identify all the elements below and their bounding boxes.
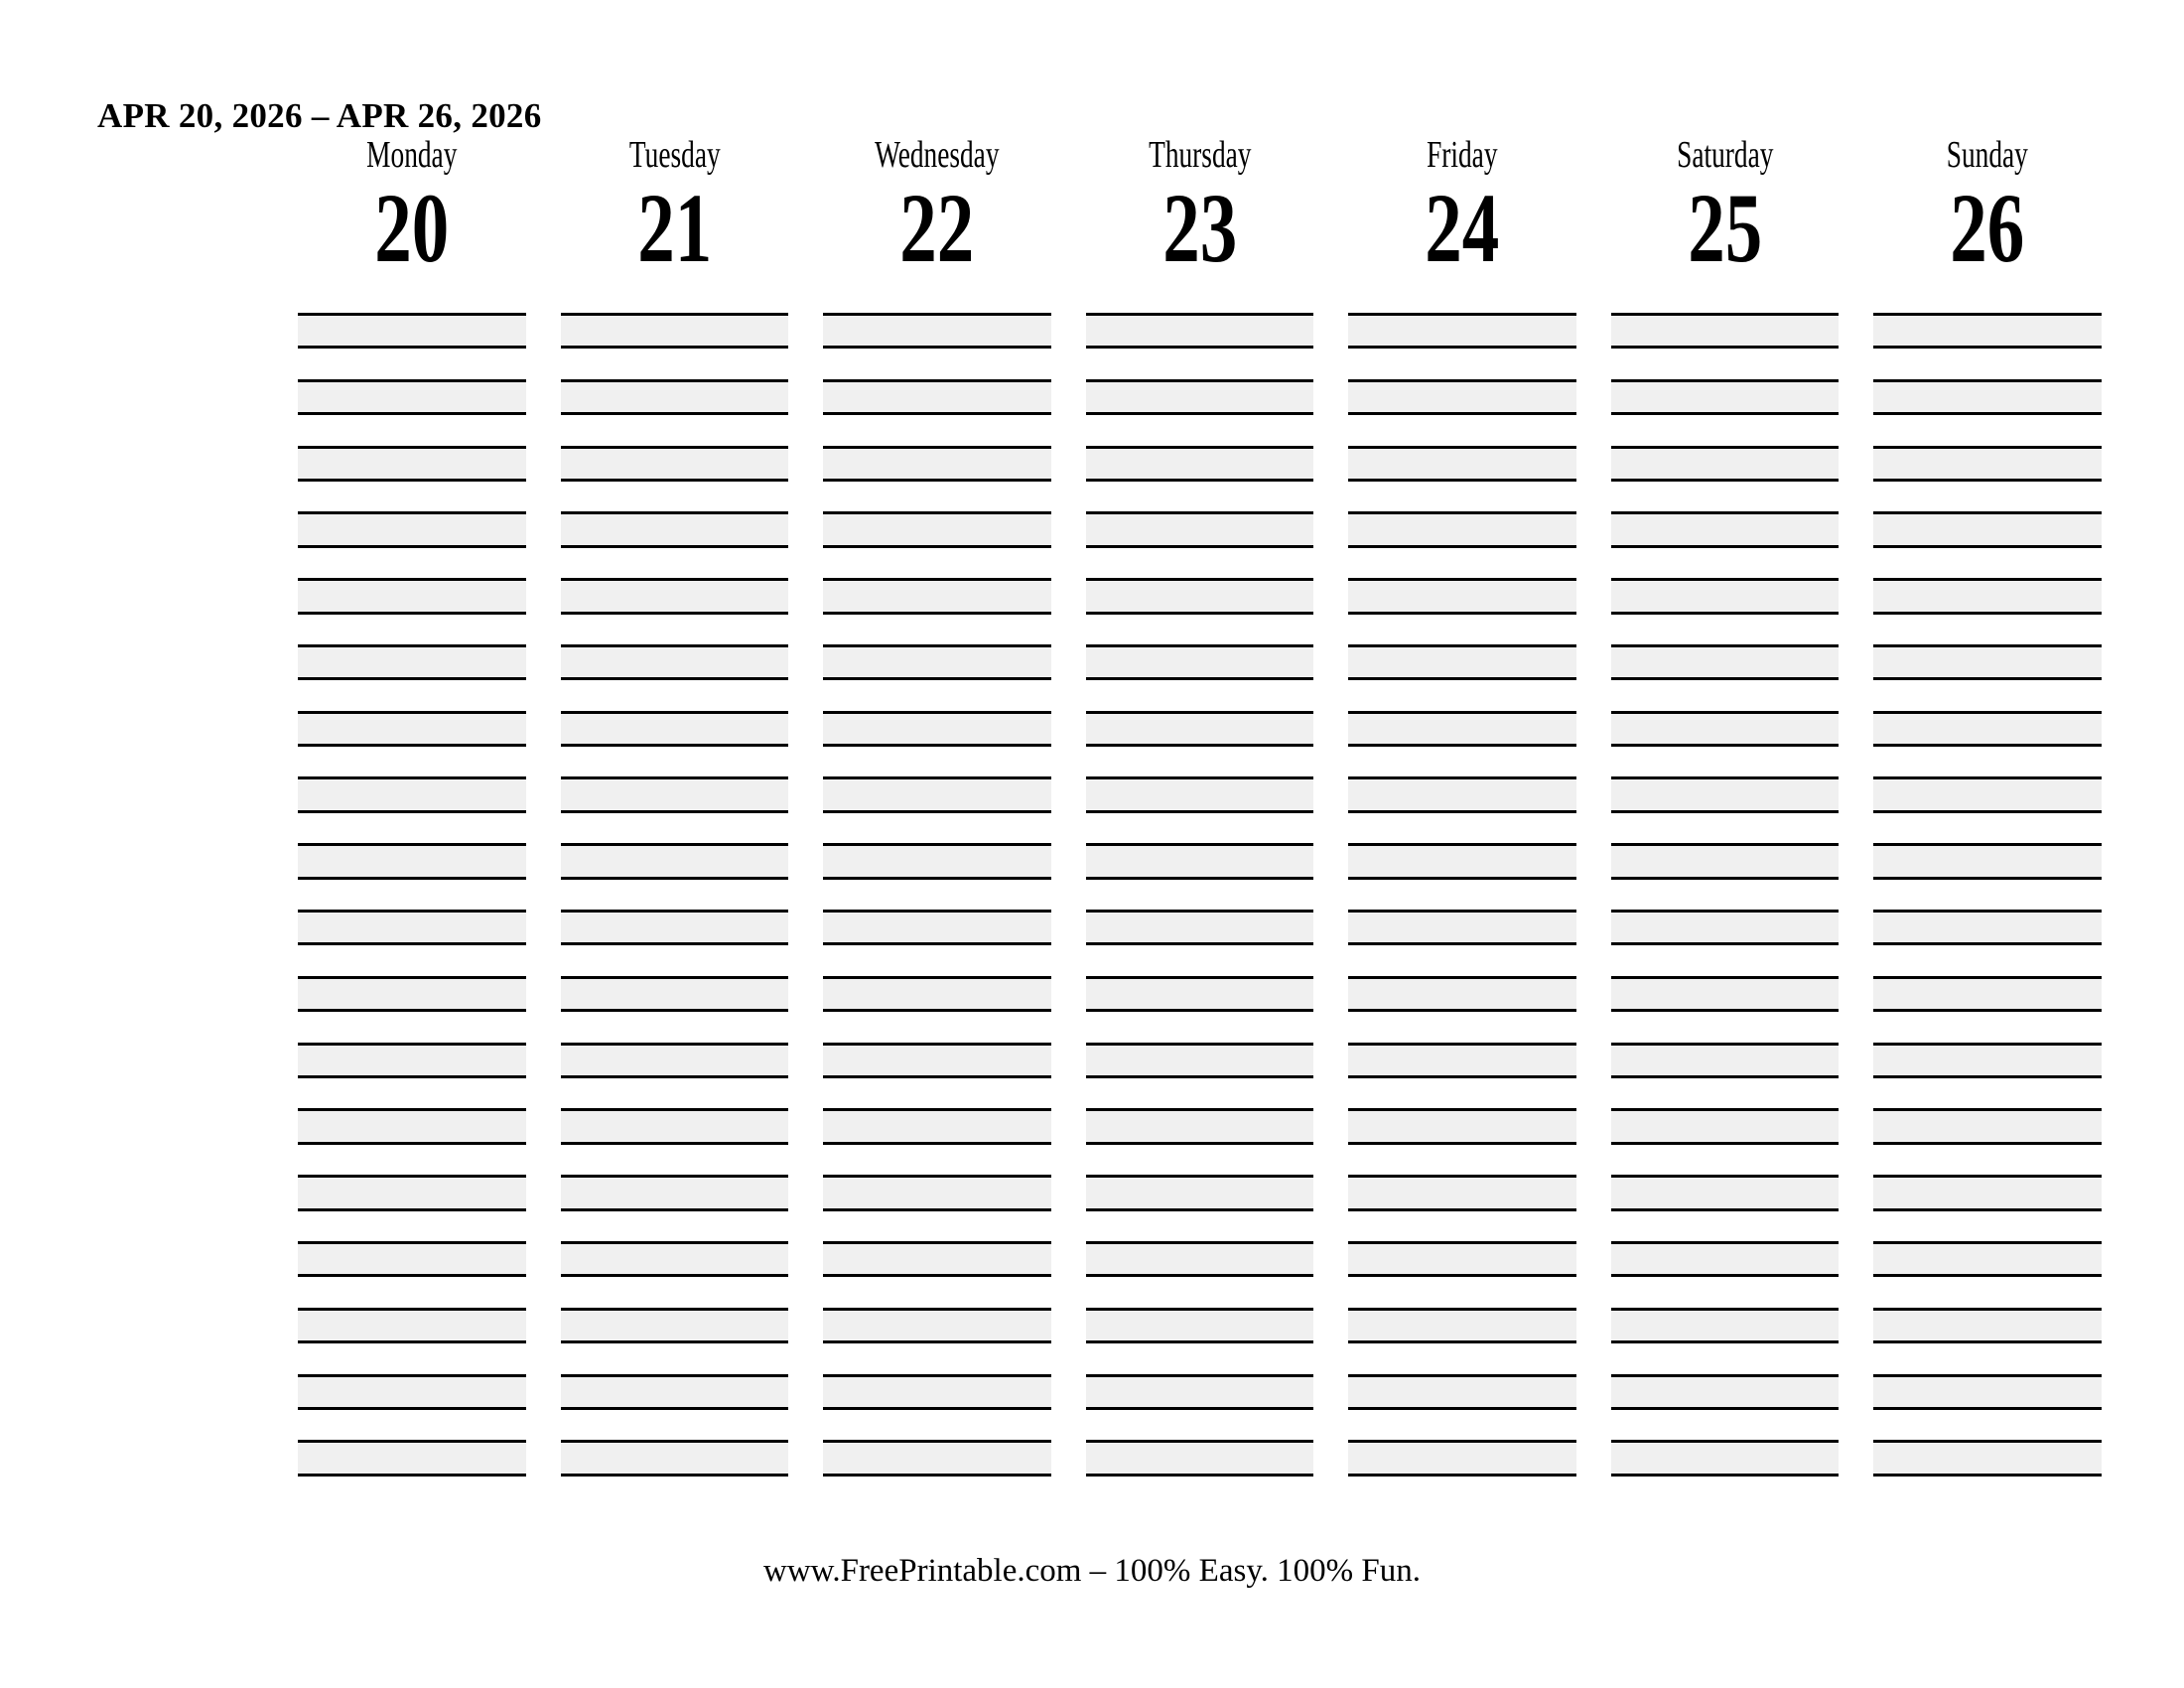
writing-row [1611, 711, 1840, 747]
writing-row [561, 1308, 789, 1343]
writing-row [1873, 910, 2102, 945]
writing-row [561, 1175, 789, 1210]
writing-row [1611, 1440, 1840, 1476]
writing-row [1348, 1440, 1576, 1476]
writing-row [1086, 446, 1314, 482]
writing-row [1873, 578, 2102, 614]
writing-row [1086, 711, 1314, 747]
writing-row [561, 1440, 789, 1476]
writing-row [561, 1241, 789, 1277]
writing-row [1086, 976, 1314, 1012]
writing-row [823, 1175, 1051, 1210]
writing-row [823, 313, 1051, 349]
writing-row [1611, 1308, 1840, 1343]
writing-row [561, 379, 789, 415]
writing-row [1611, 1108, 1840, 1144]
day-header-friday [1348, 134, 1576, 283]
day-number: 20 [374, 172, 450, 283]
writing-row [1611, 1374, 1840, 1410]
writing-row [1348, 644, 1576, 680]
writing-row [561, 511, 789, 547]
writing-row [1348, 446, 1576, 482]
footer-branding: www.FreePrintable.com – 100% Easy. 100% Fun. [762, 1553, 1422, 1589]
writing-row [298, 1374, 526, 1410]
writing-row [1086, 910, 1314, 945]
writing-row [1348, 910, 1576, 945]
day-number: 24 [1425, 172, 1500, 283]
writing-row [1348, 1308, 1576, 1343]
writing-lines-row [298, 313, 2102, 1477]
day-writing-lines-saturday [1611, 313, 1840, 1477]
writing-row [1873, 313, 2102, 349]
writing-row [1873, 1043, 2102, 1078]
writing-row [1873, 1175, 2102, 1210]
writing-row [298, 776, 526, 812]
writing-row [1348, 1108, 1576, 1144]
writing-row [1611, 1043, 1840, 1078]
writing-row [1086, 1108, 1314, 1144]
day-name-label: Tuesday [628, 134, 721, 176]
writing-row [1348, 1241, 1576, 1277]
writing-row [1611, 313, 1840, 349]
writing-row [1611, 644, 1840, 680]
week-date-range-title: APR 20, 2026 – APR 26, 2026 [97, 96, 542, 135]
writing-row [298, 1108, 526, 1144]
writing-row [1086, 313, 1314, 349]
writing-row [1873, 976, 2102, 1012]
writing-row [1348, 843, 1576, 879]
day-number: 25 [1688, 172, 1763, 283]
writing-row [1611, 843, 1840, 879]
writing-row [823, 776, 1051, 812]
writing-row [298, 711, 526, 747]
day-name-label: Saturday [1677, 134, 1774, 176]
writing-row [1348, 511, 1576, 547]
day-name-label: Thursday [1148, 134, 1252, 176]
writing-row [1611, 379, 1840, 415]
day-header-tuesday [561, 134, 789, 283]
writing-row [561, 776, 789, 812]
writing-row [1086, 1308, 1314, 1343]
writing-row [823, 1043, 1051, 1078]
writing-row [561, 976, 789, 1012]
writing-row [1086, 379, 1314, 415]
writing-row [1873, 1440, 2102, 1476]
writing-row [823, 644, 1051, 680]
writing-row [823, 1308, 1051, 1343]
writing-row [1611, 1241, 1840, 1277]
writing-row [298, 578, 526, 614]
writing-row [1348, 379, 1576, 415]
writing-row [1873, 1308, 2102, 1343]
writing-row [561, 578, 789, 614]
writing-row [823, 843, 1051, 879]
writing-row [1611, 446, 1840, 482]
writing-row [1873, 1241, 2102, 1277]
day-writing-lines-wednesday [823, 313, 1051, 1477]
writing-row [1873, 776, 2102, 812]
day-headers-row [298, 134, 2102, 283]
writing-row [561, 843, 789, 879]
writing-row [1086, 644, 1314, 680]
writing-row [1873, 511, 2102, 547]
writing-row [561, 910, 789, 945]
writing-row [823, 578, 1051, 614]
day-number: 22 [899, 172, 975, 283]
writing-row [823, 976, 1051, 1012]
day-number: 21 [636, 172, 712, 283]
writing-row [298, 1440, 526, 1476]
writing-row [298, 511, 526, 547]
writing-row [561, 313, 789, 349]
writing-row [298, 379, 526, 415]
day-name-label: Wednesday [875, 134, 1000, 176]
writing-row [823, 711, 1051, 747]
day-name-label: Monday [366, 134, 458, 176]
day-writing-lines-monday [298, 313, 526, 1477]
writing-row [1611, 578, 1840, 614]
day-number: 23 [1162, 172, 1238, 283]
writing-row [298, 1175, 526, 1210]
writing-row [561, 1374, 789, 1410]
writing-row [1348, 313, 1576, 349]
writing-row [561, 711, 789, 747]
writing-row [1348, 1043, 1576, 1078]
writing-row [1086, 1175, 1314, 1210]
writing-row [1873, 644, 2102, 680]
writing-row [823, 511, 1051, 547]
writing-row [1873, 711, 2102, 747]
day-writing-lines-friday [1348, 313, 1576, 1477]
writing-row [298, 843, 526, 879]
writing-row [298, 1043, 526, 1078]
writing-row [1348, 578, 1576, 614]
writing-row [1086, 1440, 1314, 1476]
day-number: 26 [1950, 172, 2025, 283]
writing-row [1348, 976, 1576, 1012]
writing-row [1873, 379, 2102, 415]
writing-row [1611, 910, 1840, 945]
writing-row [823, 1374, 1051, 1410]
writing-row [298, 644, 526, 680]
day-header-thursday [1086, 134, 1314, 283]
writing-row [561, 1043, 789, 1078]
writing-row [823, 910, 1051, 945]
writing-row [823, 1108, 1051, 1144]
writing-row [298, 976, 526, 1012]
writing-row [1348, 1374, 1576, 1410]
day-header-monday [298, 134, 526, 283]
day-writing-lines-tuesday [561, 313, 789, 1477]
writing-row [823, 446, 1051, 482]
day-writing-lines-thursday [1086, 313, 1314, 1477]
writing-row [298, 1241, 526, 1277]
day-header-sunday [1873, 134, 2102, 283]
writing-row [561, 644, 789, 680]
writing-row [1611, 511, 1840, 547]
writing-row [823, 379, 1051, 415]
writing-row [561, 446, 789, 482]
writing-row [1086, 843, 1314, 879]
writing-row [298, 910, 526, 945]
writing-row [1611, 976, 1840, 1012]
writing-row [1873, 843, 2102, 879]
writing-row [298, 1308, 526, 1343]
writing-row [561, 1108, 789, 1144]
writing-row [298, 313, 526, 349]
writing-row [1873, 1108, 2102, 1144]
writing-row [1086, 1043, 1314, 1078]
writing-row [1873, 446, 2102, 482]
writing-row [823, 1241, 1051, 1277]
writing-row [1086, 511, 1314, 547]
day-header-saturday [1611, 134, 1840, 283]
writing-row [1086, 776, 1314, 812]
day-name-label: Sunday [1947, 134, 2029, 176]
writing-row [1086, 578, 1314, 614]
writing-row [298, 446, 526, 482]
day-writing-lines-sunday [1873, 313, 2102, 1477]
writing-row [1086, 1374, 1314, 1410]
writing-row [1348, 711, 1576, 747]
writing-row [1348, 776, 1576, 812]
writing-row [1611, 776, 1840, 812]
writing-row [1611, 1175, 1840, 1210]
day-name-label: Friday [1427, 134, 1498, 176]
writing-row [1086, 1241, 1314, 1277]
writing-row [823, 1440, 1051, 1476]
writing-row [1348, 1175, 1576, 1210]
writing-row [1873, 1374, 2102, 1410]
day-header-wednesday [823, 134, 1051, 283]
